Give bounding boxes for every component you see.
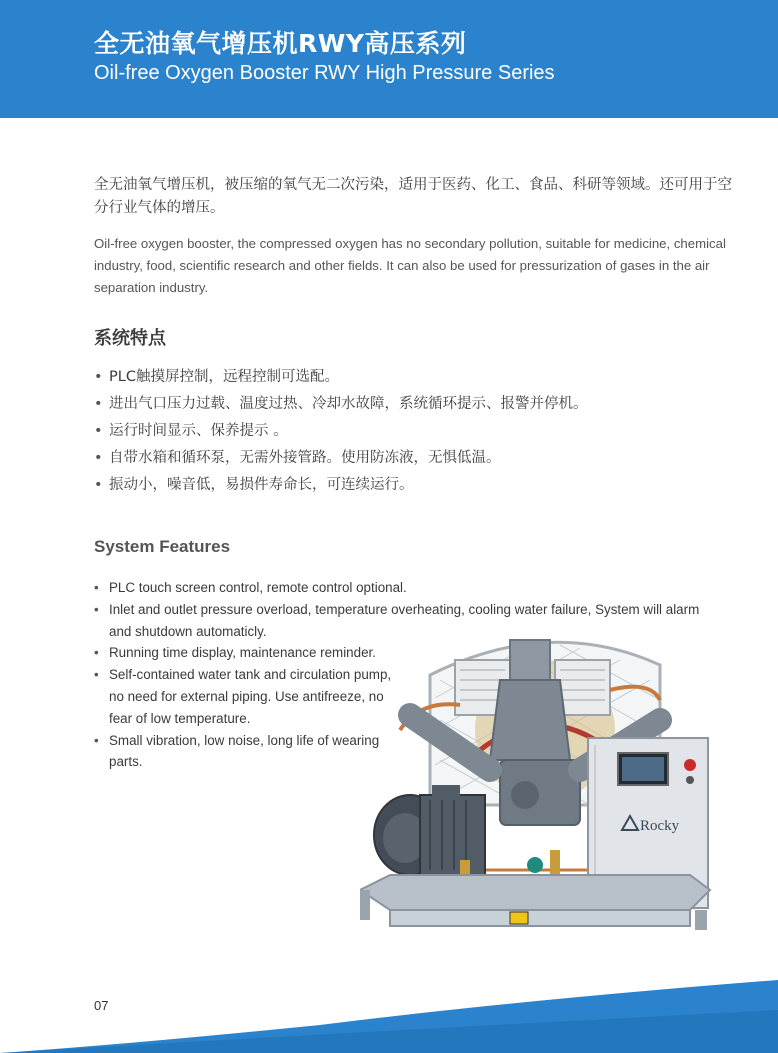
bullet: • bbox=[94, 450, 103, 466]
features-title-english: System Features bbox=[94, 537, 231, 556]
list-item bbox=[94, 472, 588, 499]
item-text: 振动小，噪音低，易损件寿命长，可连续运行。 bbox=[109, 477, 414, 493]
item-text: Inlet and outlet pressure overload, temperature overheating, cooling water failure, System will alarm and shutdown automaticly. bbox=[109, 601, 700, 639]
item-text: Running time display, maintenance reminder. bbox=[109, 645, 376, 661]
item-text: PLC touch screen control, remote control optional. bbox=[109, 580, 407, 595]
title-chinese: 全无油氧气增压机RWY高压系列 bbox=[94, 29, 467, 58]
features-list-chinese bbox=[94, 364, 588, 499]
list-item bbox=[94, 364, 588, 391]
item-text: 运行时间显示、保养提示 。 bbox=[109, 423, 288, 439]
intro-chinese: 全无油氧气增压机，被压缩的氧气无二次污染，适用于医药、化工、食品、科研等领域。还可用于空分行业气体的增压。 bbox=[94, 177, 732, 216]
title-english: Oil-free Oxygen Booster RWY High Pressure Series bbox=[94, 62, 555, 84]
booster-machine-image bbox=[360, 620, 730, 940]
header-banner bbox=[0, 0, 778, 118]
list-item bbox=[94, 418, 588, 445]
bullet: • bbox=[94, 369, 103, 385]
bullet: • bbox=[94, 667, 99, 683]
intro-english: Oil-free oxygen booster, the compressed oxygen has no secondary pollution, suitable for medicine, chemical industry, food, scientific research and other fields. It can also be used for pressurization of gases in the air separation industry. bbox=[94, 236, 726, 295]
item-text: Self-contained water tank and circulation pump, no need for external piping. Use antifreeze, no fear of low temperature. bbox=[109, 667, 392, 726]
page-number: 07 bbox=[94, 998, 109, 1013]
bullet: • bbox=[94, 601, 99, 617]
brand-logo: Rocky bbox=[640, 818, 680, 834]
features-title-chinese: 系统特点 bbox=[94, 328, 166, 349]
bullet: • bbox=[94, 396, 103, 412]
bullet: • bbox=[94, 477, 103, 493]
item-text: 进出气口压力过载、温度过热、冷却水故障，系统循环提示、报警并停机。 bbox=[109, 396, 588, 412]
footer-wave-decoration bbox=[0, 980, 778, 1053]
list-item bbox=[94, 577, 709, 599]
list-item bbox=[94, 445, 588, 472]
bullet: • bbox=[94, 580, 99, 595]
item-text: PLC触摸屏控制，远程控制可选配。 bbox=[109, 369, 339, 385]
item-text: Small vibration, low noise, long life of wearing parts. bbox=[109, 732, 380, 770]
bullet: • bbox=[94, 645, 99, 661]
bullet: • bbox=[94, 732, 99, 748]
list-item bbox=[94, 391, 588, 418]
item-text: 自带水箱和循环泵，无需外接管路。使用防冻液，无惧低温。 bbox=[109, 450, 501, 466]
bullet: • bbox=[94, 423, 103, 439]
